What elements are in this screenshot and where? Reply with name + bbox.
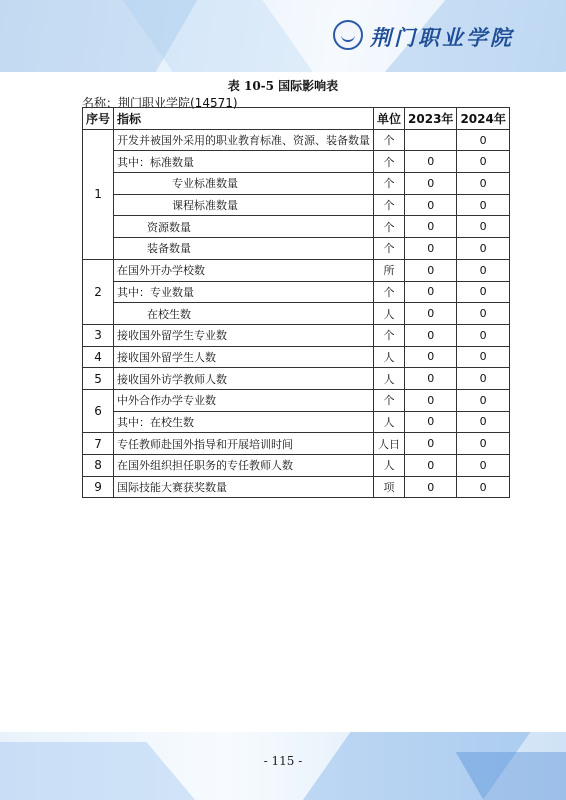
page-number: - 115 - (263, 754, 303, 768)
row-number: 6 (83, 389, 114, 432)
table-row (83, 433, 510, 455)
value-2023-cell: 0 (405, 238, 457, 260)
indicator-cell: 国际技能大赛获奖数量 (114, 476, 374, 498)
row-number: 9 (83, 476, 114, 498)
table-row (83, 368, 510, 390)
row-number: 4 (83, 346, 114, 368)
value-2023-cell: 0 (405, 173, 457, 195)
row-number: 2 (83, 259, 114, 324)
value-2023-cell: 0 (405, 411, 457, 433)
value-2024-cell: 0 (457, 173, 509, 195)
value-2023-cell: 0 (405, 216, 457, 238)
value-2023-cell: 0 (405, 324, 457, 346)
table-header-row (83, 108, 510, 130)
indicator-cell: 中外合作办学专业数 (114, 389, 374, 411)
table-row (83, 238, 510, 260)
value-2023-cell: 0 (405, 368, 457, 390)
table-row (83, 151, 510, 173)
value-2024-cell: 0 (457, 303, 509, 325)
row-number: 8 (83, 455, 114, 477)
header-indicator: 指标 (114, 108, 374, 130)
unit-cell: 个 (374, 129, 405, 151)
table-row (83, 173, 510, 195)
row-number: 7 (83, 433, 114, 455)
table-row (83, 129, 510, 151)
table-row (83, 389, 510, 411)
unit-cell: 个 (374, 281, 405, 303)
value-2024-cell: 0 (457, 281, 509, 303)
header-unit: 单位 (374, 108, 405, 130)
value-2024-cell: 0 (457, 259, 509, 281)
indicator-cell: 装备数量 (114, 238, 374, 260)
header-2024: 2024年 (457, 108, 509, 130)
row-number: 5 (83, 368, 114, 390)
indicator-cell: 专业标准数量 (114, 173, 374, 195)
header-no: 序号 (83, 108, 114, 130)
unit-cell: 所 (374, 259, 405, 281)
value-2024-cell: 0 (457, 368, 509, 390)
value-2024-cell: 0 (457, 455, 509, 477)
table-row (83, 216, 510, 238)
international-influence-table (82, 107, 510, 498)
value-2023-cell: 0 (405, 346, 457, 368)
unit-cell: 人 (374, 303, 405, 325)
unit-cell: 人 (374, 455, 405, 477)
unit-cell: 项 (374, 476, 405, 498)
table-row (83, 455, 510, 477)
table-row (83, 194, 510, 216)
row-number: 1 (83, 129, 114, 259)
value-2023-cell: 0 (405, 389, 457, 411)
value-2024-cell: 0 (457, 346, 509, 368)
table-row (83, 324, 510, 346)
indicator-cell: 在校生数 (114, 303, 374, 325)
unit-cell: 个 (374, 151, 405, 173)
value-2023-cell: 0 (405, 303, 457, 325)
table-row (83, 411, 510, 433)
value-2023-cell (405, 129, 457, 151)
value-2023-cell: 0 (405, 281, 457, 303)
value-2024-cell: 0 (457, 411, 509, 433)
table-row (83, 346, 510, 368)
indicator-cell: 其中：在校生数 (114, 411, 374, 433)
value-2023-cell: 0 (405, 455, 457, 477)
indicator-cell: 接收国外留学生专业数 (114, 324, 374, 346)
row-number: 3 (83, 324, 114, 346)
value-2024-cell: 0 (457, 151, 509, 173)
unit-cell: 人 (374, 346, 405, 368)
unit-cell: 个 (374, 194, 405, 216)
unit-cell: 人日 (374, 433, 405, 455)
value-2023-cell: 0 (405, 151, 457, 173)
unit-cell: 个 (374, 389, 405, 411)
value-2024-cell: 0 (457, 476, 509, 498)
college-emblem-icon (333, 20, 363, 50)
org-name: 名称：荆门职业学院(14571) (82, 96, 238, 110)
unit-cell: 人 (374, 411, 405, 433)
value-2024-cell: 0 (457, 433, 509, 455)
value-2023-cell: 0 (405, 476, 457, 498)
value-2023-cell: 0 (405, 433, 457, 455)
indicator-cell: 在国外开办学校数 (114, 259, 374, 281)
value-2023-cell: 0 (405, 194, 457, 216)
indicator-cell: 其中：标准数量 (114, 151, 374, 173)
indicator-cell: 开发并被国外采用的职业教育标准、资源、装备数量 (114, 129, 374, 151)
unit-cell: 个 (374, 216, 405, 238)
indicator-cell: 在国外组织担任职务的专任教师人数 (114, 455, 374, 477)
value-2024-cell: 0 (457, 238, 509, 260)
unit-cell: 人 (374, 368, 405, 390)
value-2024-cell: 0 (457, 129, 509, 151)
indicator-cell: 课程标准数量 (114, 194, 374, 216)
header-2023: 2023年 (405, 108, 457, 130)
unit-cell: 个 (374, 324, 405, 346)
table-row (83, 476, 510, 498)
indicator-cell: 资源数量 (114, 216, 374, 238)
value-2024-cell: 0 (457, 216, 509, 238)
indicator-cell: 接收国外留学生人数 (114, 346, 374, 368)
table-row (83, 303, 510, 325)
table-title: 表 10-5 国际影响表 (227, 79, 339, 93)
unit-cell: 个 (374, 173, 405, 195)
value-2024-cell: 0 (457, 324, 509, 346)
college-logo-text: 荆门职业学院 (370, 25, 514, 50)
indicator-cell: 专任教师赴国外指导和开展培训时间 (114, 433, 374, 455)
indicator-cell: 其中：专业数量 (114, 281, 374, 303)
indicator-cell: 接收国外访学教师人数 (114, 368, 374, 390)
value-2024-cell: 0 (457, 389, 509, 411)
table-row (83, 281, 510, 303)
table-row (83, 259, 510, 281)
unit-cell: 个 (374, 238, 405, 260)
value-2024-cell: 0 (457, 194, 509, 216)
value-2023-cell: 0 (405, 259, 457, 281)
